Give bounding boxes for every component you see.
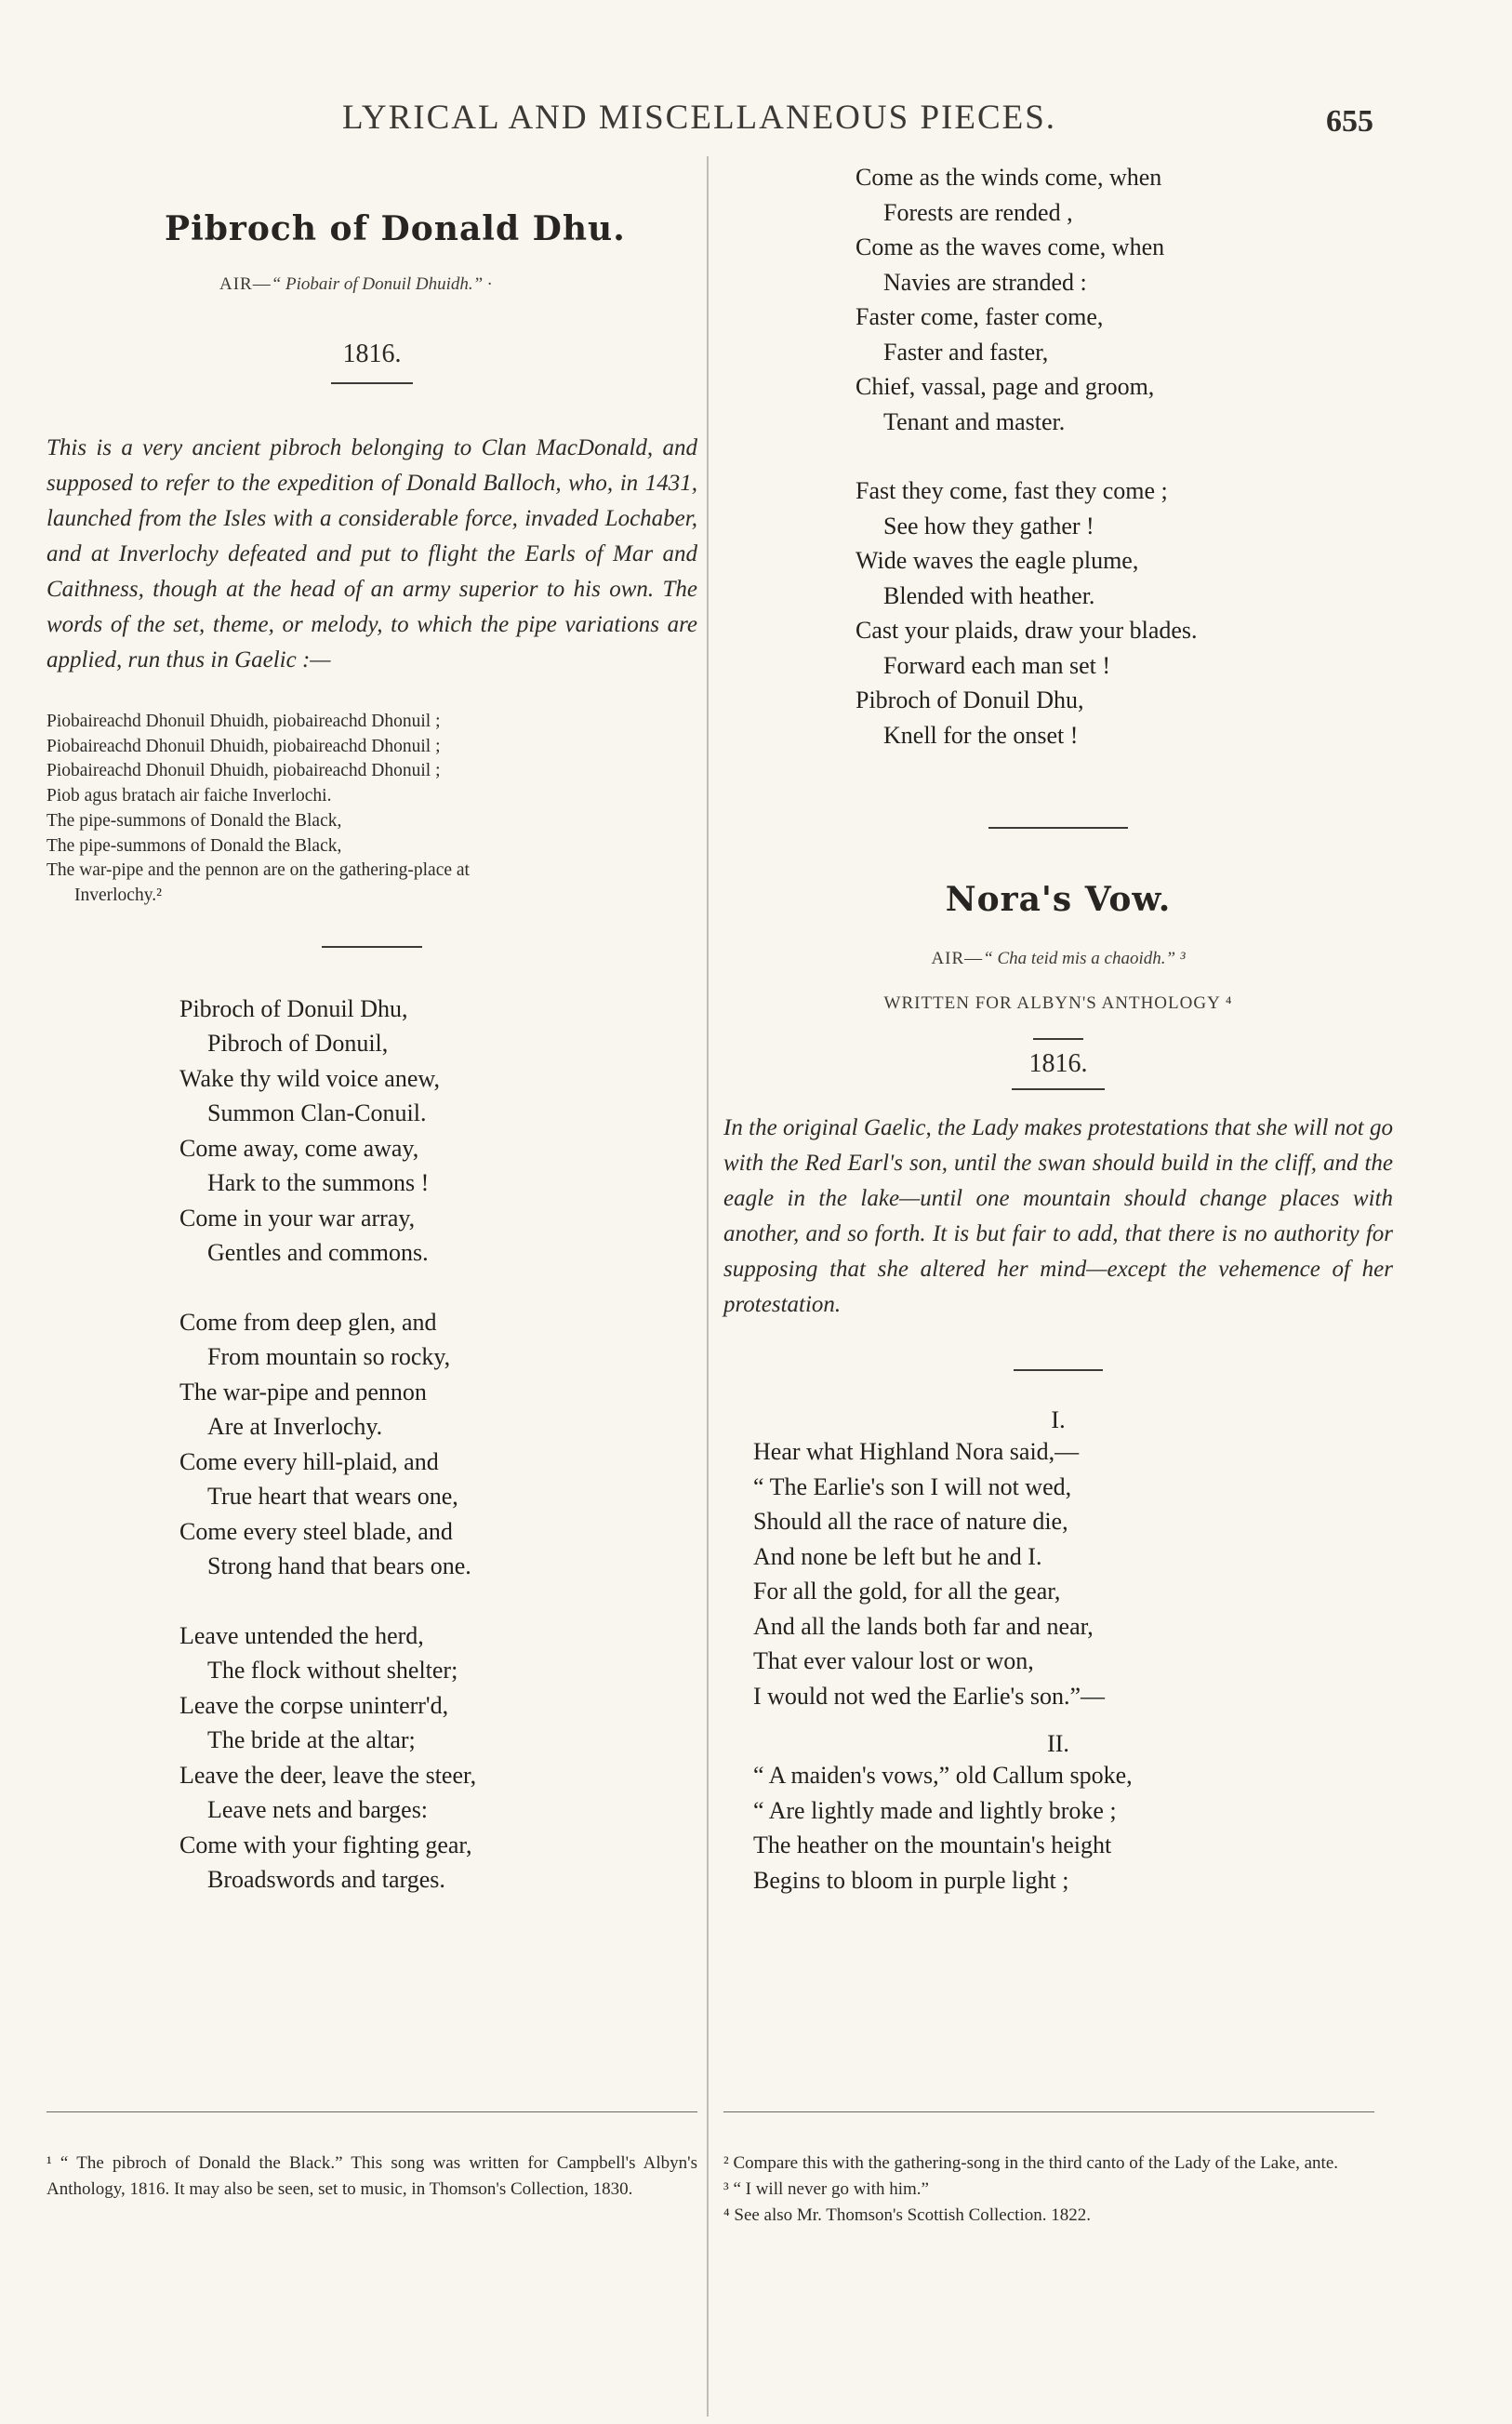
- air-line-pibroch: [219, 274, 697, 295]
- verse-line: Piobaireachd Dhonuil Dhuidh, piobaireachd Dhonuil ;: [46, 761, 441, 781]
- intro-note: In the original Gaelic, the Lady makes protestations that she will not go with the Red Earl's son, until the swan should build in the cliff, and the eagle in the lake—until one mountain should change places with another, and so forth. It is but fair to add, that there is no authority for supposing that she altered her mind—except the vehemence of her protestation.: [723, 1115, 1393, 1317]
- verse-line: Navies are stranded :: [883, 268, 1087, 296]
- stanza: [855, 160, 1393, 439]
- footnotes-right: [723, 2151, 1384, 2229]
- stanza: [179, 1305, 697, 1584]
- air-name: “ Piobair of Donuil Dhuidh.” ·: [271, 274, 492, 294]
- stanza: [179, 992, 697, 1271]
- verse-line: Broadswords and targes.: [207, 1866, 445, 1894]
- verse-line: Begins to bloom in purple light ;: [753, 1866, 1069, 1894]
- stanza: [753, 1758, 1393, 1898]
- verse-line: Tenant and master.: [883, 407, 1066, 435]
- verse-line: The pipe-summons of Donald the Black,: [46, 835, 342, 856]
- verse-line: Leave the deer, leave the steer,: [179, 1761, 477, 1789]
- air-prefix: AIR—: [219, 274, 272, 294]
- verse-line: That ever valour lost or won,: [753, 1647, 1034, 1674]
- verse-line: Hark to the summons !: [207, 1169, 430, 1197]
- verse-line: “ The Earlie's son I will not wed,: [753, 1472, 1072, 1500]
- part-numeral: I.: [1051, 1406, 1066, 1433]
- air-name: “ Cha teid mis a chaoidh.” ³: [983, 949, 1186, 968]
- verse-line: Come with your fighting gear,: [179, 1831, 472, 1858]
- verse-line: The heather on the mountain's height: [753, 1831, 1112, 1858]
- verse-line: Leave nets and barges:: [207, 1796, 429, 1824]
- verse-line: Come every steel blade, and: [179, 1517, 453, 1545]
- section-rule: [1014, 1369, 1103, 1371]
- verse-line: The flock without shelter;: [207, 1657, 458, 1685]
- verse-line: Forests are rended ,: [883, 198, 1073, 226]
- verse-line: Should all the race of nature die,: [753, 1508, 1068, 1535]
- gaelic-verse: [46, 710, 697, 909]
- footnote: ² Compare this with the gathering-song in the third canto of the Lady of the Lake, ante.: [723, 2153, 1339, 2173]
- running-header: LYRICAL AND MISCELLANEOUS PIECES.: [342, 99, 1057, 137]
- verse-line: And none be left but he and I.: [753, 1542, 1042, 1570]
- verse-line: Come from deep glen, and: [179, 1308, 437, 1336]
- verse-line: Leave the corpse uninterr'd,: [179, 1691, 449, 1719]
- poem-date: 1816.: [342, 340, 402, 368]
- verse-line: “ A maiden's vows,” old Callum spoke,: [753, 1762, 1133, 1789]
- verse-line: Faster come, faster come,: [855, 303, 1104, 330]
- verse-line: Gentles and commons.: [207, 1239, 429, 1267]
- verse-line: Piobaireachd Dhonuil Dhuidh, piobaireachd Dhonuil ;: [46, 736, 441, 756]
- verse-line: Leave untended the herd,: [179, 1621, 424, 1649]
- verse-line: Strong hand that bears one.: [207, 1552, 471, 1580]
- footnote-rule: [46, 2111, 697, 2112]
- poem-date: 1816.: [1028, 1049, 1088, 1078]
- verse-line: “ Are lightly made and lightly broke ;: [753, 1796, 1117, 1824]
- verse-line: Wide waves the eagle plume,: [855, 547, 1139, 574]
- poem-title-nora: Nora's Vow.: [945, 880, 1172, 919]
- footnote-rule: [723, 2111, 1374, 2112]
- verse-line: For all the gold, for all the gear,: [753, 1578, 1061, 1605]
- air-line-nora: [723, 949, 1393, 969]
- verse-line: Fast they come, fast they come ;: [855, 477, 1168, 504]
- verse-line: Are at Inverlochy.: [207, 1413, 383, 1441]
- footnote: ⁴ See also Mr. Thomson's Scottish Collection. 1822.: [723, 2205, 1091, 2225]
- verse-line: Come in your war array,: [179, 1204, 416, 1232]
- section-rule: [988, 827, 1128, 829]
- column-divider: [707, 156, 709, 2417]
- footnote-left: ¹ “ The pibroch of Donald the Black.” This song was written for Campbell's Albyn's Anthology, 1816. It may also be seen, set to music, in Thomson's Collection, 1830.: [46, 2153, 697, 2199]
- verse-line: Piob agus bratach air faiche Inverlochi.: [46, 786, 332, 806]
- poem-stanzas-left: [179, 992, 697, 1898]
- part-numeral: II.: [1047, 1730, 1069, 1757]
- page-number: 655: [1326, 104, 1373, 139]
- stanza: [753, 1434, 1393, 1713]
- intro-note: This is a very ancient pibroch belonging to Clan MacDonald, and supposed to refer to the expedition of Donald Balloch, who, in 1431, launched from the Isles with a considerable force, invaded Lochaber, and at Inverlochy defeated and put to flight the Earls of Mar and Caithness, though at the head of an army superior to his own. The words of the set, theme, or melody, to which the pipe variations are applied, run thus in Gaelic :—: [46, 435, 697, 673]
- poem-stanzas-right: [855, 160, 1393, 753]
- verse-line: The pipe-summons of Donald the Black,: [46, 810, 342, 831]
- verse-line: Come away, come away,: [179, 1134, 419, 1162]
- date-rule: [1033, 1038, 1083, 1040]
- footnote: ³ “ I will never go with him.”: [723, 2179, 929, 2199]
- date-rule: [1012, 1088, 1105, 1090]
- verse-line: Faster and faster,: [883, 338, 1049, 366]
- verse-line: Inverlochy.²: [74, 885, 162, 905]
- verse-line: Pibroch of Donuil Dhu,: [179, 994, 408, 1022]
- left-column: [46, 186, 697, 1898]
- verse-line: Pibroch of Donuil,: [207, 1030, 389, 1058]
- verse-line: Summon Clan-Conuil.: [207, 1099, 427, 1127]
- verse-line: True heart that wears one,: [207, 1483, 458, 1511]
- verse-line: Come every hill-plaid, and: [179, 1447, 439, 1475]
- verse-line: Piobaireachd Dhonuil Dhuidh, piobaireachd Dhonuil ;: [46, 712, 441, 731]
- verse-line: Come as the winds come, when: [855, 164, 1162, 191]
- verse-line: Pibroch of Donuil Dhu,: [855, 686, 1084, 713]
- section-rule: [322, 946, 422, 948]
- date-rule: [331, 382, 413, 384]
- stanza: [179, 1618, 697, 1898]
- verse-line: Hear what Highland Nora said,—: [753, 1438, 1080, 1465]
- verse-line: Blended with heather.: [883, 581, 1095, 609]
- verse-line: Forward each man set !: [883, 651, 1111, 679]
- verse-line: The war-pipe and pennon: [179, 1378, 427, 1405]
- verse-line: From mountain so rocky,: [207, 1343, 451, 1371]
- verse-line: Wake thy wild voice anew,: [179, 1064, 440, 1092]
- verse-line: I would not wed the Earlie's son.”—: [753, 1682, 1105, 1710]
- verse-line: And all the lands both far and near,: [753, 1612, 1094, 1640]
- poem-part-two: [753, 1758, 1393, 1898]
- right-column: [723, 160, 1393, 1898]
- verse-line: The war-pipe and the pennon are on the gathering-place at: [46, 860, 470, 881]
- verse-line: See how they gather !: [883, 512, 1094, 539]
- verse-line: Come as the waves come, when: [855, 233, 1165, 260]
- verse-line: Chief, vassal, page and groom,: [855, 373, 1155, 400]
- poem-part-one: [753, 1434, 1393, 1713]
- verse-line: Cast your plaids, draw your blades.: [855, 617, 1198, 644]
- air-prefix: AIR—: [931, 949, 984, 968]
- verse-line: The bride at the altar;: [207, 1726, 416, 1754]
- stanza: [855, 473, 1393, 753]
- poem-title-pibroch: Pibroch of Donald Dhu.: [165, 209, 626, 248]
- written-for-note: WRITTEN FOR ALBYN'S ANTHOLOGY ⁴: [883, 993, 1233, 1013]
- verse-line: Knell for the onset !: [883, 721, 1079, 749]
